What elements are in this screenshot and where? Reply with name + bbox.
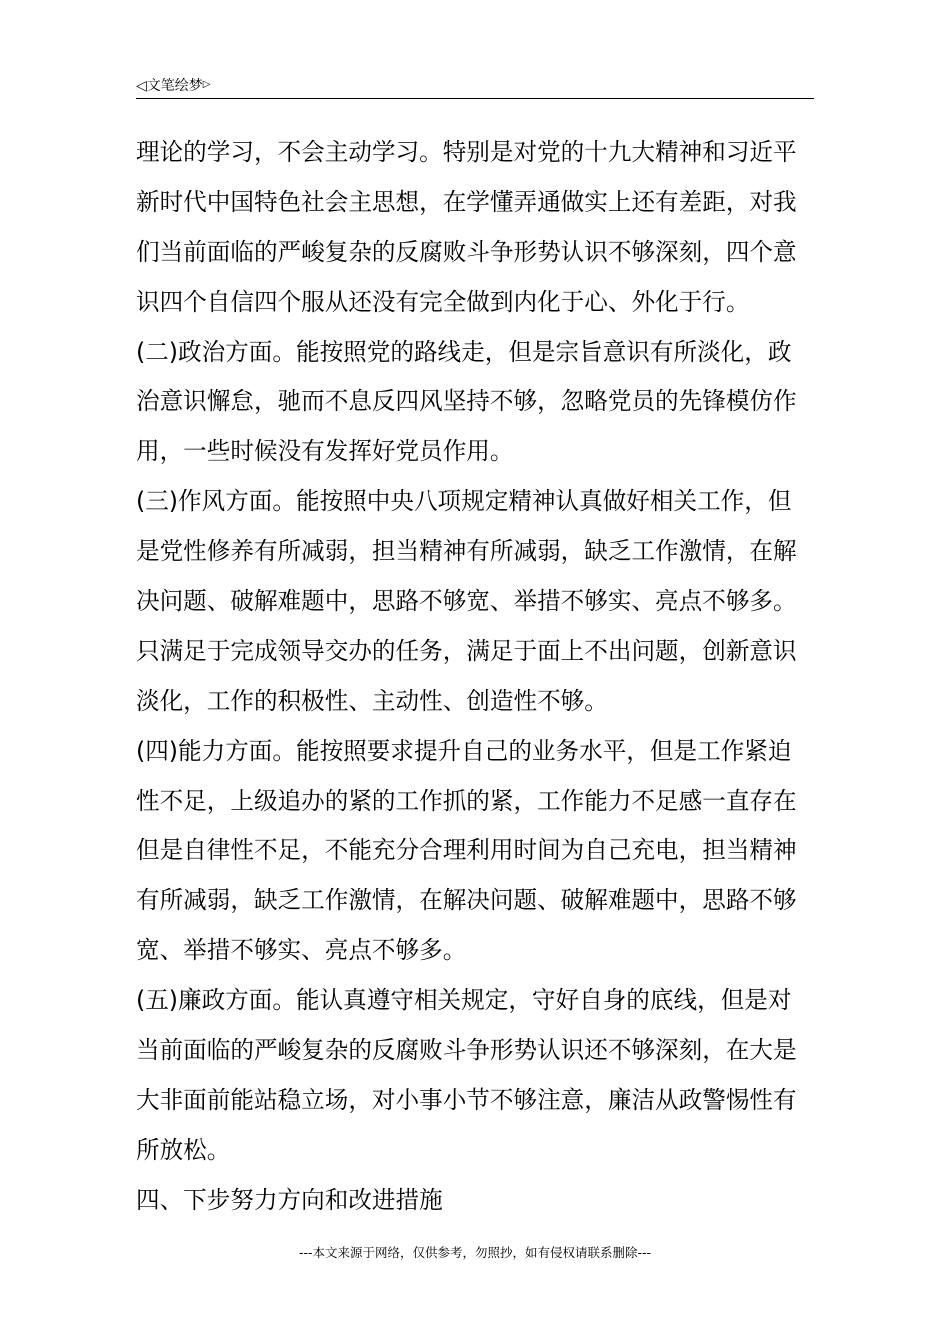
body-line: 大非面前能站稳立场，对小事小节不够注意，廉洁从政警惕性有 [136,1085,797,1114]
page-header [136,74,814,99]
header-title-group [136,76,210,95]
body-line: (四)能力方面。能按照要求提升自己的业务水平，但是工作紧迫 [136,736,792,765]
body-line: (三)作风方面。能按照中央八项规定精神认真做好相关工作，但 [136,487,792,516]
body-line: 当前面临的严峻复杂的反腐败斗争形势认识还不够深刻，在大是 [136,1036,797,1065]
right-triangle-icon: ▷ [202,79,211,90]
body-line: (五)廉政方面。能认真遵守相关规定，守好自身的底线，但是对 [136,986,792,1015]
body-line: 有所减弱，缺乏工作激情，在解决问题、破解难题中，思路不够 [136,886,797,915]
body-line: 只满足于完成领导交办的任务，满足于面上不出问题，创新意识 [136,636,797,665]
body-line: 治意识懈怠，驰而不息反四风坚持不够，忽略党员的先锋模仿作 [136,387,797,416]
body-line: 们当前面临的严峻复杂的反腐败斗争形势认识不够深刻，四个意 [136,237,797,266]
body-line: 宽、举措不够实、亮点不够多。 [136,936,467,965]
body-line: 新时代中国特色社会主思想，在学懂弄通做实上还有差距，对我 [136,187,797,216]
body-line: 用，一些时候没有发挥好党员作用。 [136,437,514,466]
left-triangle-icon: ◁ [136,78,147,94]
body-line: 但是自律性不足，不能充分合理利用时间为自己充电，担当精神 [136,836,797,865]
body-line: 所放松。 [136,1135,231,1164]
body-line: 理论的学习，不会主动学习。特别是对党的十九大精神和习近平 [136,138,797,166]
document-body [136,128,814,1226]
body-line: (二)政治方面。能按照党的路线走，但是宗旨意识有所淡化，政 [136,337,792,366]
body-line: 识四个自信四个服从还没有完全做到内化于心、外化于行。 [136,287,750,316]
section-heading: 四、下步努力方向和改进措施 [136,1185,443,1214]
body-line: 性不足，上级追办的紧的工作抓的紧，工作能力不足感一直存在 [136,786,797,815]
body-line: 淡化，工作的积极性、主动性、创造性不够。 [136,686,608,715]
body-line: 决问题、破解难题中，思路不够宽、举措不够实、亮点不够多。 [136,587,797,616]
header-title: 文笔绘梦 [146,78,203,94]
page-footer: ---本文来源于网络，仅供参考，勿照抄，如有侵权请联系删除--- [298,1245,652,1260]
body-line: 是党性修养有所减弱，担当精神有所减弱，缺乏工作激情，在解 [136,537,797,566]
